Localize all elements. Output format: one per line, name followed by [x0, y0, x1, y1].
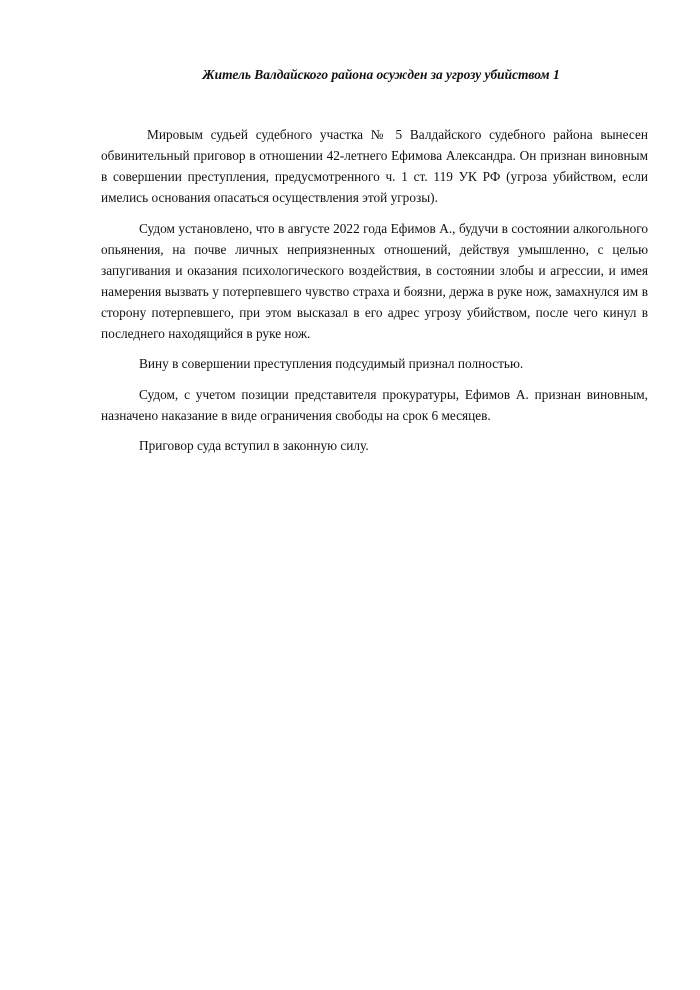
paragraph-in-force: Приговор суда вступил в законную силу. — [139, 438, 369, 453]
paragraph-circumstances: Судом установлено, что в августе 2022 года Ефимов А., будучи в состоянии алкогольного опьянения, на почве личных неприязненных отношений, действуя умышленно, с целью запугивания и оказания психологического воздействия, в состоянии злобы и агрессии, и имея намерения вызвать у потерпевшего чувство страха и боязни, держа в руке нож, замахнулся им в сторону потерпевшего, при этом высказал в его адрес угрозу убийством, после чего кинул в последнего находящийся в руке нож. — [101, 220, 648, 341]
paragraph-verdict: Мировым судьей судебного участка № 5 Валдайского судебного района вынесен обвинительный приговор в отношении 42-летнего Ефимова Александра. Он признан виновным в совершении преступления, предусмотренного ч. 1 ст. 119 УК РФ (угроза убийством, если имелись основания опасаться осуществления этой угрозы). — [101, 127, 648, 205]
document-body — [101, 124, 648, 466]
document-title: Житель Валдайского района осужден за угрозу убийством 1 — [202, 67, 560, 82]
paragraph-guilt-admission: Вину в совершении преступления подсудимый признал полностью. — [139, 356, 524, 371]
paragraph-sentence: Судом, с учетом позиции представителя прокуратуры, Ефимов А. признан виновным, назначено наказание в виде ограничения свободы на срок 6 месяцев. — [101, 386, 648, 423]
